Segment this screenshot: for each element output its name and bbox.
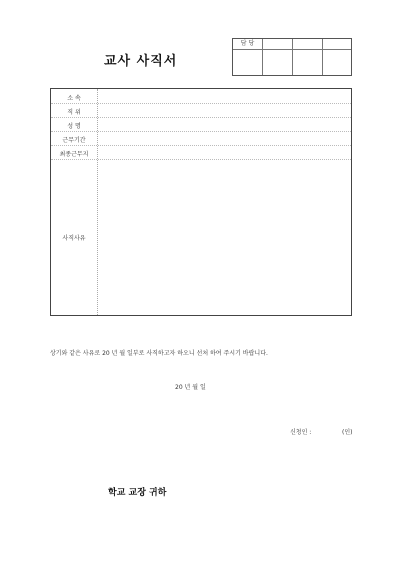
date-line: 20 년 월 일 <box>175 384 206 391</box>
statement-text: 상기와 같은 사유로 20 년 월 일부로 사직하고자 하오니 선처 하여 주시기 바랍니다. <box>50 350 268 357</box>
approval-box <box>232 38 352 76</box>
row-separator <box>51 117 351 118</box>
applicant-label: 신청인 : <box>290 429 312 436</box>
row-separator <box>51 159 351 160</box>
approval-label: 담 당 <box>240 40 255 47</box>
addressee: 학교 교장 귀하 <box>108 488 167 498</box>
row-label-affiliation: 소 속 <box>67 95 81 102</box>
seal-mark: (인) <box>342 429 353 436</box>
row-separator <box>51 131 351 132</box>
row-label-position: 직 위 <box>67 109 81 116</box>
approval-divider <box>262 39 263 75</box>
approval-divider <box>322 39 323 75</box>
label-column-divider <box>97 89 98 315</box>
document-title: 교사 사직서 <box>104 54 178 69</box>
row-label-last-workplace: 최종근무지 <box>59 151 89 158</box>
row-label-name: 성 명 <box>67 123 81 130</box>
row-separator <box>51 145 351 146</box>
resignation-form <box>50 88 352 316</box>
row-label-period: 근무기간 <box>62 137 86 144</box>
row-label-reason: 사직사유 <box>62 235 86 242</box>
approval-divider <box>292 39 293 75</box>
row-separator <box>51 103 351 104</box>
